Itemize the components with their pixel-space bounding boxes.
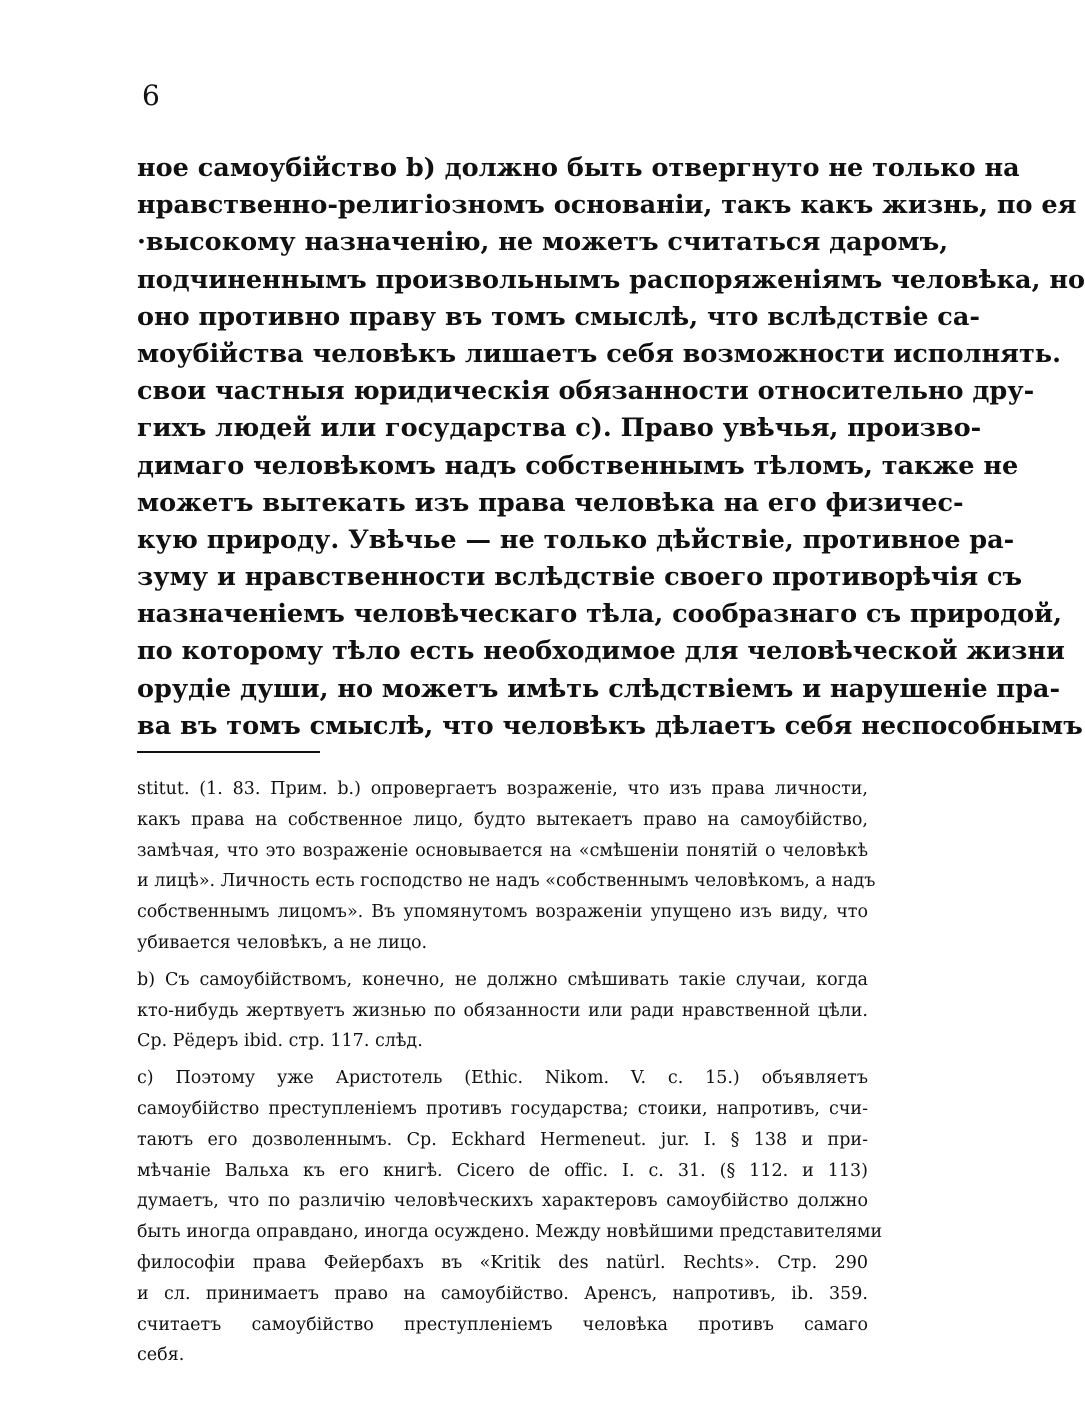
main-text-line: по которому тѣло есть необходимое для человѣческой жизни bbox=[137, 636, 1065, 667]
footnote-line: stitut. (1. 83. Прим. b.) опровергаетъ возраженіе, что изъ права личности, bbox=[137, 779, 868, 799]
footnote-line: философіи права Фейербахъ въ «Kritik des natürl. Rechts». Стр. 290 bbox=[137, 1252, 868, 1273]
footnote-line: c) Поэтому уже Аристотель (Ethic. Nikom. V. c. 15.) объявляетъ bbox=[137, 1068, 868, 1089]
main-text-line: моубійства человѣкъ лишаетъ себя возможности исполнять. bbox=[137, 338, 1061, 369]
main-text-line: орудіе души, но можетъ имѣть слѣдствіемъ и нарушеніе пра- bbox=[137, 673, 1061, 704]
footnote-line: думаетъ, что по различію человѣческихъ характеровъ самоубійство должно bbox=[137, 1191, 868, 1212]
footnote-line: убивается человѣкъ, а не лицо. bbox=[137, 932, 428, 953]
main-text-line: гихъ людей или государства c). Право увѣчья, произво- bbox=[137, 413, 982, 444]
main-text-line: ·высокому назначенію, не можетъ считаться даромъ, bbox=[137, 227, 949, 258]
footnote-line: и лицѣ». Личность есть господство не надъ «собственнымъ человѣкомъ, а надъ bbox=[137, 871, 876, 892]
footnote-b bbox=[137, 965, 868, 1057]
footnote-line: самоубійство преступленіемъ противъ государства; стоики, напротивъ, счи- bbox=[137, 1098, 868, 1119]
main-text-line: зуму и нравственности вслѣдствіе своего противорѣчія съ bbox=[137, 562, 1023, 593]
main-text-line: подчиненнымъ произвольнымъ распоряженіямъ человѣка, но bbox=[137, 264, 1085, 295]
main-text-line: ва въ томъ смыслѣ, что человѣкъ дѣлаетъ себя неспособнымъ bbox=[137, 710, 1083, 741]
footnote-line: мѣчаніе Вальха къ его книгѣ. Cicero de offic. I. c. 31. (§ 112. и 113) bbox=[137, 1160, 868, 1181]
footnote-line: собственнымъ лицомъ». Въ упомянутомъ возраженіи упущено изъ виду, что bbox=[137, 902, 868, 923]
footnotes bbox=[137, 774, 883, 1377]
footnote-line: и сл. принимаетъ право на самоубійство. Аренсъ, напротивъ, ib. 359. bbox=[137, 1283, 868, 1304]
main-text bbox=[137, 150, 1085, 745]
main-text-line: кую природу. Увѣчье — не только дѣйствіе, противное ра- bbox=[137, 524, 1015, 555]
footnote-line: себя. bbox=[137, 1345, 185, 1366]
page-number: 6 bbox=[142, 79, 160, 112]
main-text-line: ное самоубійство b) должно быть отвергнуто не только на bbox=[137, 153, 1020, 183]
footnote-line: быть иногда оправдано, иногда осуждено. Между новѣйшими представителями bbox=[137, 1222, 883, 1243]
main-text-line: можетъ вытекать изъ права человѣка на его физичес- bbox=[137, 487, 964, 518]
footnote-separator bbox=[137, 751, 320, 753]
footnote-line: b) Съ самоубійствомъ, конечно, не должно смѣшивать такіе случаи, когда bbox=[137, 969, 868, 990]
main-text-line: назначеніемъ человѣческаго тѣла, сообразнаго съ природой, bbox=[137, 599, 1062, 630]
footnote-line: какъ права на собственное лицо, будто вытекаетъ право на самоубійство, bbox=[137, 809, 868, 830]
footnote-line: таютъ его дозволеннымъ. Ср. Eckhard Hermeneut. jur. I. § 138 и при- bbox=[137, 1129, 868, 1150]
main-text-line: оно противно праву въ томъ смыслѣ, что вслѣдствіе са- bbox=[137, 301, 980, 332]
footnote-continuation bbox=[137, 774, 876, 959]
main-text-line: нравственно-религіозномъ основаніи, такъ какъ жизнь, по ея bbox=[137, 190, 1077, 221]
footnote-c bbox=[137, 1063, 883, 1371]
main-text-line: свои частныя юридическія обязанности относительно дру- bbox=[137, 376, 1035, 407]
footnote-line: считаетъ самоубійство преступленіемъ человѣка противъ самаго bbox=[137, 1314, 868, 1335]
footnote-line: замѣчая, что это возраженіе основывается на «смѣшеніи понятій о человѣкѣ bbox=[137, 840, 868, 861]
footnote-line: Ср. Рёдеръ ibid. стр. 117. слѣд. bbox=[137, 1031, 423, 1052]
main-text-line: димаго человѣкомъ надъ собственнымъ тѣломъ, также не bbox=[137, 450, 1019, 481]
footnote-line: кто-нибудь жертвуетъ жизнью по обязанности или ради нравственной цѣли. bbox=[137, 1000, 868, 1021]
